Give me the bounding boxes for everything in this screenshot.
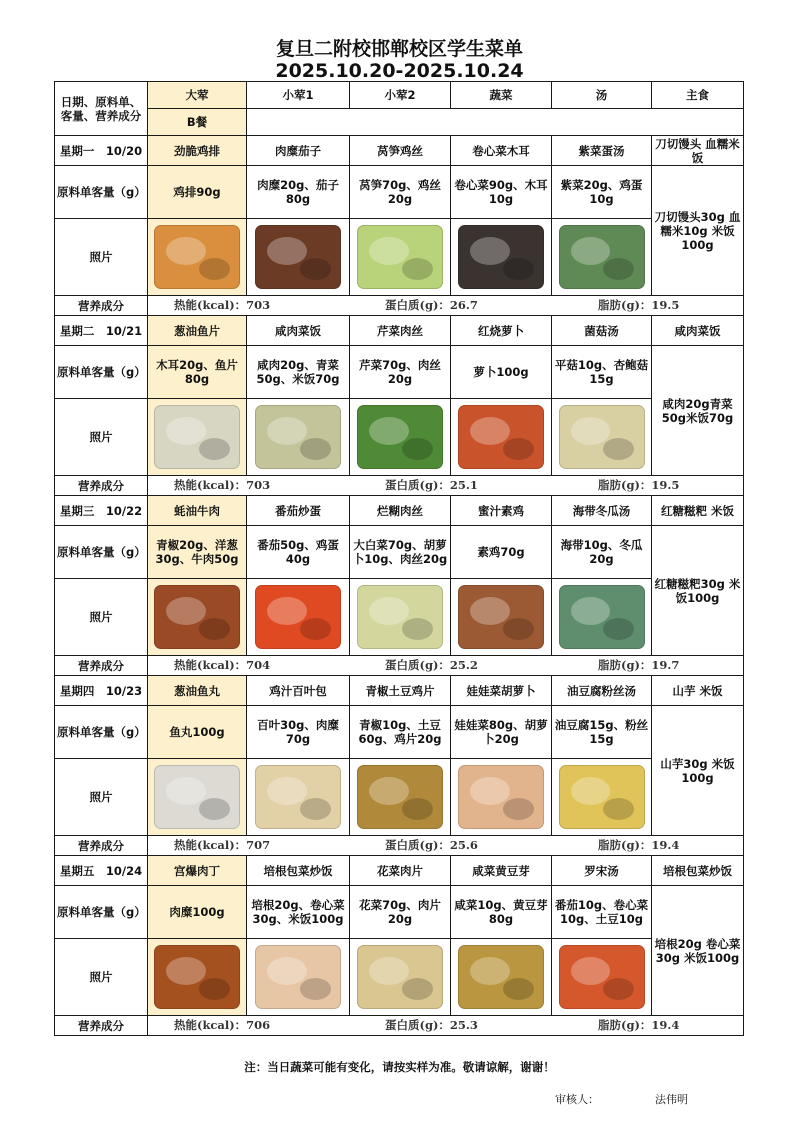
photo-cell-main-meat xyxy=(148,219,247,296)
dish-name-vegetable: 卷心菜木耳 xyxy=(451,136,552,166)
photo-cell-side-meat-1 xyxy=(247,759,350,836)
ingredients-vegetable: 咸菜10g、黄豆芽80g xyxy=(451,886,552,939)
dish-photo xyxy=(154,225,240,289)
energy-value: 热能(kcal)：706 xyxy=(174,1018,271,1032)
photo-cell-side-meat-2 xyxy=(350,579,451,656)
ingredients-main-meat: 木耳20g、鱼片80g xyxy=(148,346,247,399)
menu-date-range: 2025.10.20-2025.10.24 xyxy=(275,60,524,82)
ingredients-label: 原料单客量（g） xyxy=(55,346,148,399)
fat-value: 脂肪(g)：19.4 xyxy=(598,1018,680,1032)
nutrition-label: 营养成分 xyxy=(55,836,148,856)
footer-note: 注：当日蔬菜可能有变化，请按实样为准。敬请谅解，谢谢！ xyxy=(244,1060,555,1074)
dish-photo xyxy=(357,585,443,649)
corner-header: 日期、原料单、客量、营养成分 xyxy=(55,82,148,136)
ingredients-main-meat: 肉糜100g xyxy=(148,886,247,939)
energy-value: 热能(kcal)：703 xyxy=(174,478,271,492)
photo-label: 照片 xyxy=(55,939,148,1016)
ingredients-side-meat-1: 肉糜20g、茄子80g xyxy=(247,166,350,219)
dish-name-staple: 咸肉菜饭 xyxy=(652,316,744,346)
ingredients-vegetable: 萝卜100g xyxy=(451,346,552,399)
col-header-side-meat-2: 小荤2 xyxy=(350,82,451,109)
dish-photo xyxy=(154,405,240,469)
dish-photo xyxy=(255,945,341,1009)
nutrition-label: 营养成分 xyxy=(55,476,148,496)
photo-cell-side-meat-1 xyxy=(247,219,350,296)
dish-name-main-meat: 宫爆肉丁 xyxy=(148,856,247,886)
ingredients-side-meat-2: 莴笋70g、鸡丝20g xyxy=(350,166,451,219)
b-meal-label: B餐 xyxy=(148,109,247,136)
protein-value: 蛋白质(g)：26.7 xyxy=(385,298,478,312)
photo-cell-side-meat-2 xyxy=(350,759,451,836)
dish-name-vegetable: 蜜汁素鸡 xyxy=(451,496,552,526)
photo-label: 照片 xyxy=(55,579,148,656)
dish-name-main-meat: 葱油鱼丸 xyxy=(148,676,247,706)
dish-photo xyxy=(559,765,645,829)
nutrition-label: 营养成分 xyxy=(55,656,148,676)
ingredients-label: 原料单客量（g） xyxy=(55,166,148,219)
photo-cell-soup xyxy=(552,579,652,656)
dish-name-side-meat-2: 花菜肉片 xyxy=(350,856,451,886)
day-label: 星期一 10/20 xyxy=(55,136,148,166)
nutrition-values xyxy=(148,476,744,496)
ingredients-main-meat: 鱼丸100g xyxy=(148,706,247,759)
ingredients-staple: 山芋30g 米饭100g xyxy=(652,706,744,836)
dish-name-soup: 紫菜蛋汤 xyxy=(552,136,652,166)
protein-value: 蛋白质(g)：25.1 xyxy=(385,478,478,492)
dish-name-soup: 菌菇汤 xyxy=(552,316,652,346)
dish-photo xyxy=(154,585,240,649)
fat-value: 脂肪(g)：19.7 xyxy=(598,658,680,672)
dish-photo xyxy=(255,765,341,829)
dish-name-vegetable: 红烧萝卜 xyxy=(451,316,552,346)
dish-name-vegetable: 咸菜黄豆芽 xyxy=(451,856,552,886)
dish-name-side-meat-2: 烂糊肉丝 xyxy=(350,496,451,526)
ingredients-staple: 咸肉20g青菜50g米饭70g xyxy=(652,346,744,476)
ingredients-staple: 培根20g 卷心菜30g 米饭100g xyxy=(652,886,744,1016)
photo-cell-main-meat xyxy=(148,399,247,476)
dish-name-soup: 油豆腐粉丝汤 xyxy=(552,676,652,706)
menu-table xyxy=(54,81,744,1036)
dish-photo xyxy=(458,225,544,289)
ingredients-label: 原料单客量（g） xyxy=(55,706,148,759)
energy-value: 热能(kcal)：703 xyxy=(174,298,271,312)
ingredients-side-meat-2: 芹菜70g、肉丝20g xyxy=(350,346,451,399)
dish-photo xyxy=(255,405,341,469)
dish-photo xyxy=(559,585,645,649)
ingredients-side-meat-2: 花菜70g、肉片20g xyxy=(350,886,451,939)
nutrition-label: 营养成分 xyxy=(55,296,148,316)
photo-cell-vegetable xyxy=(451,399,552,476)
col-header-vegetable: 蔬菜 xyxy=(451,82,552,109)
day-label: 星期三 10/22 xyxy=(55,496,148,526)
ingredients-vegetable: 素鸡70g xyxy=(451,526,552,579)
dish-name-side-meat-2: 莴笋鸡丝 xyxy=(350,136,451,166)
nutrition-values xyxy=(148,836,744,856)
dish-name-side-meat-1: 肉糜茄子 xyxy=(247,136,350,166)
photo-cell-main-meat xyxy=(148,939,247,1016)
photo-cell-vegetable xyxy=(451,759,552,836)
dish-photo xyxy=(559,225,645,289)
photo-cell-vegetable xyxy=(451,219,552,296)
dish-name-side-meat-1: 番茄炒蛋 xyxy=(247,496,350,526)
dish-photo xyxy=(255,585,341,649)
ingredients-vegetable: 卷心菜90g、木耳10g xyxy=(451,166,552,219)
photo-cell-side-meat-2 xyxy=(350,219,451,296)
photo-cell-main-meat xyxy=(148,759,247,836)
reviewer-name: 法伟明 xyxy=(655,1093,688,1106)
col-header-staple: 主食 xyxy=(652,82,744,109)
dish-photo xyxy=(357,945,443,1009)
col-header-main-meat: 大荤 xyxy=(148,82,247,109)
dish-name-soup: 罗宋汤 xyxy=(552,856,652,886)
photo-cell-soup xyxy=(552,219,652,296)
dish-photo xyxy=(357,225,443,289)
ingredients-label: 原料单客量（g） xyxy=(55,886,148,939)
reviewer-label: 审核人： xyxy=(555,1093,599,1106)
photo-cell-soup xyxy=(552,759,652,836)
dish-name-vegetable: 娃娃菜胡萝卜 xyxy=(451,676,552,706)
col-header-soup: 汤 xyxy=(552,82,652,109)
energy-value: 热能(kcal)：704 xyxy=(174,658,271,672)
nutrition-values xyxy=(148,296,744,316)
col-header-side-meat-1: 小荤1 xyxy=(247,82,350,109)
photo-label: 照片 xyxy=(55,219,148,296)
dish-name-staple: 山芋 米饭 xyxy=(652,676,744,706)
photo-cell-side-meat-2 xyxy=(350,939,451,1016)
photo-cell-side-meat-1 xyxy=(247,399,350,476)
dish-photo xyxy=(458,405,544,469)
b-meal-blank xyxy=(247,109,744,136)
dish-photo xyxy=(357,405,443,469)
dish-photo xyxy=(357,765,443,829)
dish-name-main-meat: 蚝油牛肉 xyxy=(148,496,247,526)
dish-name-staple: 培根包菜炒饭 xyxy=(652,856,744,886)
ingredients-staple: 红糖糍粑30g 米饭100g xyxy=(652,526,744,656)
dish-photo xyxy=(559,405,645,469)
day-label: 星期四 10/23 xyxy=(55,676,148,706)
ingredients-side-meat-1: 咸肉20g、青菜50g、米饭70g xyxy=(247,346,350,399)
photo-label: 照片 xyxy=(55,399,148,476)
dish-name-staple: 刀切馒头 血糯米饭 xyxy=(652,136,744,166)
photo-cell-side-meat-2 xyxy=(350,399,451,476)
dish-name-main-meat: 葱油鱼片 xyxy=(148,316,247,346)
nutrition-values xyxy=(148,1016,744,1036)
menu-title: 复旦二附校邯郸校区学生菜单 xyxy=(275,38,523,60)
ingredients-side-meat-1: 百叶30g、肉糜70g xyxy=(247,706,350,759)
ingredients-side-meat-2: 青椒10g、土豆60g、鸡片20g xyxy=(350,706,451,759)
photo-cell-main-meat xyxy=(148,579,247,656)
ingredients-soup: 平菇10g、杏鲍菇15g xyxy=(552,346,652,399)
photo-cell-soup xyxy=(552,399,652,476)
dish-name-soup: 海带冬瓜汤 xyxy=(552,496,652,526)
ingredients-soup: 紫菜20g、鸡蛋10g xyxy=(552,166,652,219)
dish-name-side-meat-2: 青椒土豆鸡片 xyxy=(350,676,451,706)
dish-name-side-meat-1: 咸肉菜饭 xyxy=(247,316,350,346)
dish-photo xyxy=(458,945,544,1009)
photo-cell-vegetable xyxy=(451,939,552,1016)
ingredients-soup: 油豆腐15g、粉丝15g xyxy=(552,706,652,759)
ingredients-soup: 海带10g、冬瓜20g xyxy=(552,526,652,579)
dish-name-side-meat-1: 培根包菜炒饭 xyxy=(247,856,350,886)
fat-value: 脂肪(g)：19.5 xyxy=(598,478,680,492)
photo-cell-soup xyxy=(552,939,652,1016)
ingredients-main-meat: 鸡排90g xyxy=(148,166,247,219)
protein-value: 蛋白质(g)：25.2 xyxy=(385,658,478,672)
ingredients-side-meat-1: 培根20g、卷心菜30g、米饭100g xyxy=(247,886,350,939)
ingredients-vegetable: 娃娃菜80g、胡萝卜20g xyxy=(451,706,552,759)
photo-cell-side-meat-1 xyxy=(247,579,350,656)
ingredients-side-meat-1: 番茄50g、鸡蛋40g xyxy=(247,526,350,579)
dish-photo xyxy=(458,585,544,649)
ingredients-side-meat-2: 大白菜70g、胡萝卜10g、肉丝20g xyxy=(350,526,451,579)
nutrition-values xyxy=(148,656,744,676)
dish-photo xyxy=(559,945,645,1009)
ingredients-soup: 番茄10g、卷心菜10g、土豆10g xyxy=(552,886,652,939)
dish-photo xyxy=(154,945,240,1009)
ingredients-main-meat: 青椒20g、洋葱30g、牛肉50g xyxy=(148,526,247,579)
photo-cell-vegetable xyxy=(451,579,552,656)
photo-cell-side-meat-1 xyxy=(247,939,350,1016)
fat-value: 脂肪(g)：19.5 xyxy=(598,298,680,312)
dish-name-staple: 红糖糍粑 米饭 xyxy=(652,496,744,526)
ingredients-label: 原料单客量（g） xyxy=(55,526,148,579)
protein-value: 蛋白质(g)：25.6 xyxy=(385,838,478,852)
day-label: 星期五 10/24 xyxy=(55,856,148,886)
photo-label: 照片 xyxy=(55,759,148,836)
ingredients-staple: 刀切馒头30g 血糯米10g 米饭100g xyxy=(652,166,744,296)
dish-photo xyxy=(458,765,544,829)
dish-photo xyxy=(255,225,341,289)
energy-value: 热能(kcal)：707 xyxy=(174,838,271,852)
day-label: 星期二 10/21 xyxy=(55,316,148,346)
dish-name-side-meat-2: 芹菜肉丝 xyxy=(350,316,451,346)
protein-value: 蛋白质(g)：25.3 xyxy=(385,1018,478,1032)
nutrition-label: 营养成分 xyxy=(55,1016,148,1036)
fat-value: 脂肪(g)：19.4 xyxy=(598,838,680,852)
dish-name-main-meat: 劲脆鸡排 xyxy=(148,136,247,166)
dish-name-side-meat-1: 鸡汁百叶包 xyxy=(247,676,350,706)
dish-photo xyxy=(154,765,240,829)
